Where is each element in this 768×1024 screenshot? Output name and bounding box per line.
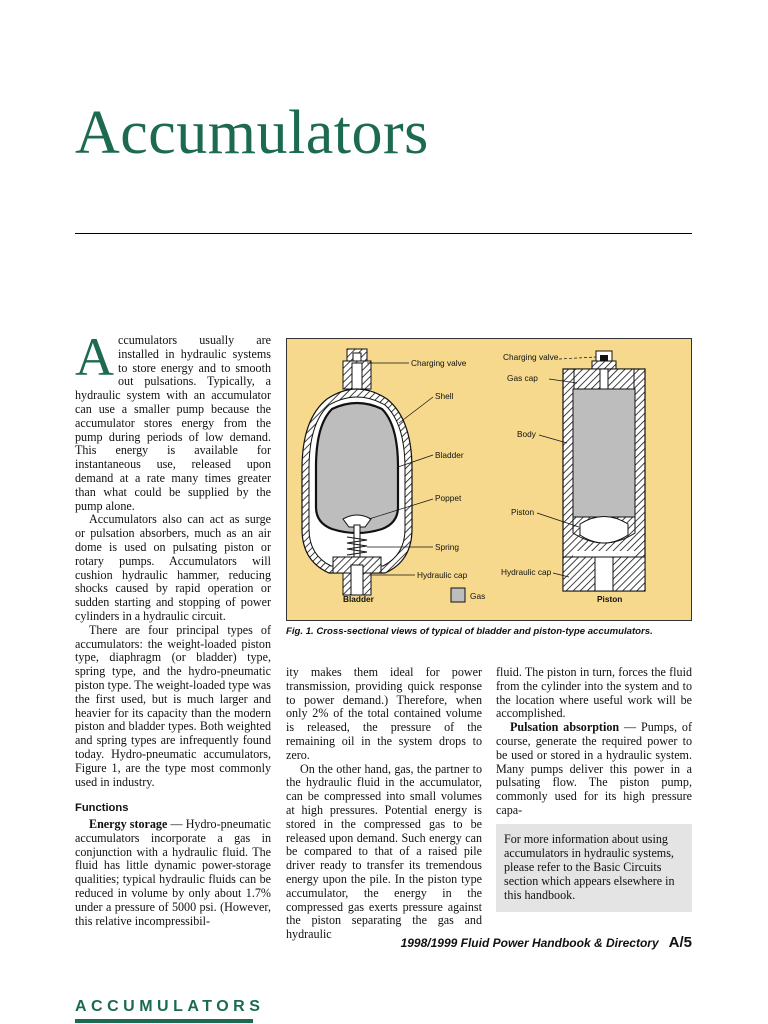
bladder-accumulator-drawing <box>302 349 468 604</box>
figure-accumulator-cross-sections <box>286 338 692 621</box>
intro-paragraph-3: There are four principal types of accumulators: the weight-loaded piston type, diaphragm (or bladder) type, spring type, and the hydro-pneumatic piston type. The weight-loaded type was the first used, but is much larger and heavier for its capacity than the modern piston and bladder types. Both weighted and spring types are infrequently found today. Hydro-pneumatic accumulators, Figure 1, are the type most commonly used in industry. <box>75 622 271 789</box>
label-gas-cap: Gas cap <box>507 373 538 383</box>
info-box <box>496 824 692 912</box>
label-shell: Shell <box>435 391 454 401</box>
figure-caption: Fig. 1. Cross-sectional views of typical of bladder and piston-type accumulators. <box>286 626 653 637</box>
bladder-title: Bladder <box>343 594 374 604</box>
gas-paragraph-continued: fluid. The piston in turn, forces the fluid from the cylinder into the system and to the location where useful work will be accomplished. <box>496 665 692 721</box>
label-piston: Piston <box>511 507 535 517</box>
label-charging-valve-piston: Charging valve <box>503 352 559 362</box>
pulsation-absorption-paragraph <box>496 721 692 818</box>
page-number: A/5 <box>668 934 692 951</box>
section-tab-bar <box>75 1019 253 1023</box>
label-hydraulic-cap-bladder: Hydraulic cap <box>417 570 468 580</box>
label-poppet: Poppet <box>435 493 462 503</box>
gas-paragraph: On the other hand, gas, the partner to the hydraulic fluid in the accumulator, can be compressed into small volumes at high pressures. Potential energy is stored in the compressed gas to be released upon demand. Such energy can be compared to that of a raised pile driver ready to transfer its tremendous energy upon the pile. In the piston type accumulator, the energy in the compressed gas exerts pressure against the piston separating the gas and hydraulic <box>286 761 482 942</box>
label-hydraulic-cap-piston: Hydraulic cap <box>501 567 552 577</box>
piston-accumulator-drawing <box>501 351 645 604</box>
column-2 <box>286 666 482 942</box>
label-body: Body <box>517 429 536 439</box>
column-3 <box>496 666 692 818</box>
gas-legend-swatch <box>451 588 465 602</box>
pulsation-absorption-label: Pulsation absorption <box>510 720 620 735</box>
label-spring: Spring <box>435 542 459 552</box>
page-footer <box>300 934 692 951</box>
figure-illustration <box>287 339 693 622</box>
drop-cap: A <box>75 327 114 387</box>
section-tab-label: ACCUMULATORS <box>75 998 265 1015</box>
energy-storage-label: Energy storage <box>89 817 168 832</box>
label-bladder: Bladder <box>435 450 464 460</box>
intro-paragraph-1-text: ccumulators usually are installed in hydraulic systems to store energy and to smooth out pulsations. Typically, a hydraulic system with an accumulator can use a smaller pump because the accumulator stores energy from the pump during periods of low demand. This energy is available for instantaneous use, released upon demand at a rate many times greater than what could be supplied by the pump alone. <box>75 333 271 513</box>
piston-title: Piston <box>597 594 623 604</box>
info-box-text: For more information about using accumulators in hydraulic systems, please refer to the Basic Circuits section which appears elsewhere in this handbook. <box>504 832 675 902</box>
label-charging-valve-bladder: Charging valve <box>411 358 467 368</box>
intro-paragraph-2: Accumulators also can act as surge or pulsation absorbers, much as an air dome is used on pulsating piston or rotary pumps. Accumulators will cushion hydraulic hammer, reducing shocks caused by rapid operation or sudden starting and stopping of power cylinders in a hydraulic circuit. <box>75 512 271 623</box>
footer-publication: 1998/1999 Fluid Power Handbook & Directory <box>400 936 659 950</box>
title-rule <box>75 233 692 234</box>
column-1 <box>75 327 271 928</box>
energy-storage-paragraph <box>75 818 271 928</box>
energy-storage-text: — Hydro-pneumatic accumulators incorporate a gas in conjunction with a hydraulic fluid. The fluid has little dynamic power-storage qualities; typical hydraulic fluids can be reduced in volume by only about 1.7% under a pressure of 5000 psi. (However, this relative incompressibil- <box>75 817 271 928</box>
pulsation-absorption-text: — Pumps, of course, generate the required power to be used or stored in a hydraulic system. Many pumps deliver this power in a pulsating flow. The piston pump, commonly used for its high pressure capa- <box>496 720 692 817</box>
page-title: Accumulators <box>75 99 429 167</box>
gas-legend-label: Gas <box>470 591 486 601</box>
intro-paragraph-1 <box>75 327 271 513</box>
functions-heading: Functions <box>75 802 129 815</box>
energy-storage-continued: ity makes them ideal for power transmission, providing quick response to power demand.) Therefore, when only 2% of the total contained volume is released, the pressure of the remaining oil in the system drops to zero. <box>286 665 482 762</box>
